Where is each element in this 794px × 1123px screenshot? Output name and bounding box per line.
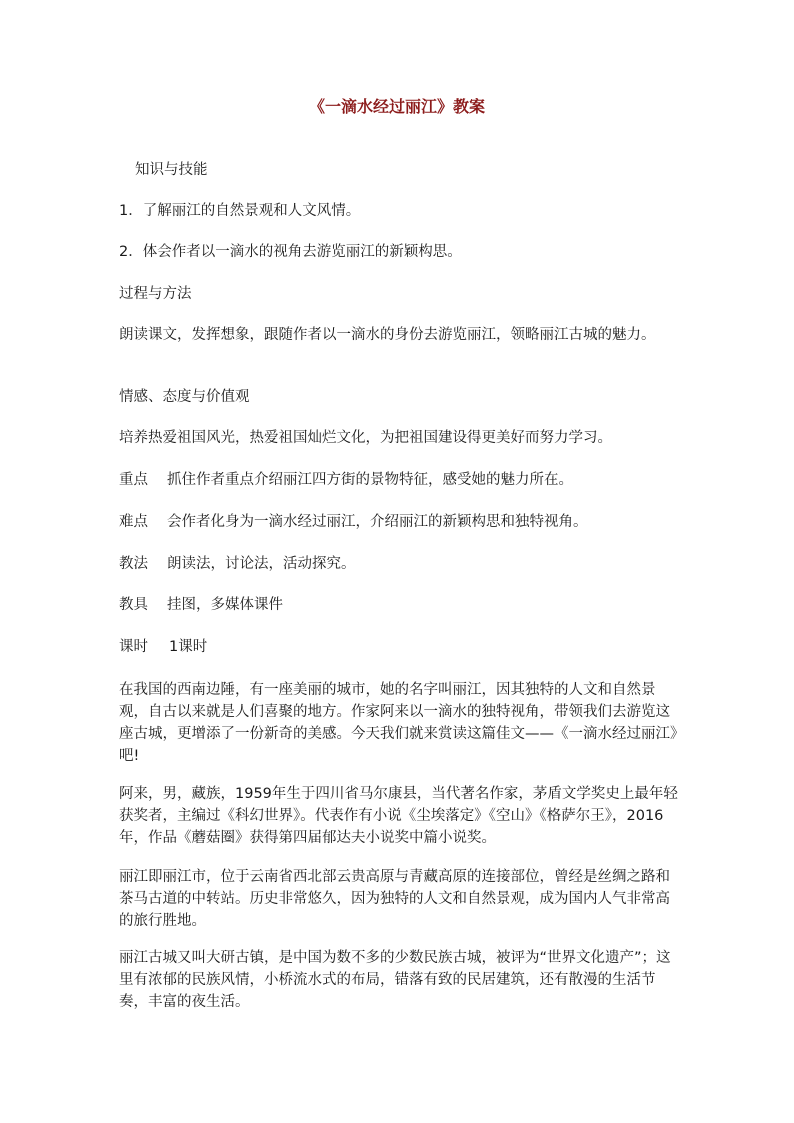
- lijiang-city-paragraph: 丽江即丽江市，位于云南省西北部云贵高原与青藏高原的连接部位，曾经是丝绸之路和茶马古道的中转站。历史非常悠久，因为独特的人文和自然景观，成为国内人气非常高的旅行胜地。: [119, 869, 670, 929]
- difficulty-label: 难点: [119, 514, 148, 530]
- teaching-tools-row: [119, 594, 679, 616]
- difficulty-text: 会作者化身为一滴水经过丽江，介绍丽江的新颖构思和独特视角。: [167, 514, 588, 530]
- author-paragraph: 阿来，男，藏族，1959年生于四川省马尔康县，当代著名作家，茅盾文学奖史上最年轻获奖者，主编过《科幻世界》。代表作有小说《尘埃落定》《空山》《格萨尔王》，2016年，作品《蘑菇圈》获得第四届郁达夫小说奖中篇小说奖。: [119, 786, 678, 846]
- difficulty-row: [119, 511, 679, 533]
- key-point-row: [119, 469, 679, 491]
- teaching-method-text: 朗读法，讨论法，活动探究。: [167, 556, 356, 572]
- teaching-tools-text: 挂图，多媒体课件: [167, 597, 283, 613]
- intro-paragraph: 在我国的西南边陲，有一座美丽的城市，她的名字叫丽江，因其独特的人文和自然景观，自古以来就是人们喜聚的地方。作家阿来以一滴水的独特视角，带领我们去游览这座古城，更增添了一份新奇的美感。今天我们就来赏读这篇佳文——《一滴水经过丽江》吧!: [119, 682, 678, 764]
- document-title: 《一滴水经过丽江》教案: [308, 97, 485, 116]
- section-heading-process: 过程与方法: [119, 286, 192, 302]
- class-period-text: 1课时: [169, 639, 208, 655]
- teaching-method-row: [119, 553, 679, 575]
- teaching-tools-label: 教具: [119, 597, 148, 613]
- ancient-town-paragraph: 丽江古城又叫大研古镇，是中国为数不多的少数民族古城，被评为“世界文化遗产”；这里有浓郁的民族风情，小桥流水式的布局，错落有致的民居建筑，还有散漫的生活节奏，丰富的夜生活。: [119, 950, 671, 1010]
- class-period-row: [119, 636, 679, 658]
- key-point-label: 重点: [119, 472, 148, 488]
- teaching-method-label: 教法: [119, 556, 148, 572]
- objective-item-2: 2．体会作者以一滴水的视角去游览丽江的新颖构思。: [119, 244, 462, 260]
- class-period-label: 课时: [119, 639, 148, 655]
- section-heading-knowledge: 知识与技能: [135, 162, 208, 178]
- objective-item-1: 1．了解丽江的自然景观和人文风情。: [119, 203, 361, 219]
- process-paragraph: 朗读课文，发挥想象，跟随作者以一滴水的身份去游览丽江，领略丽江古城的魅力。: [119, 327, 656, 343]
- emotion-paragraph: 培养热爱祖国风光，热爱祖国灿烂文化，为把祖国建设得更美好而努力学习。: [119, 430, 612, 446]
- key-point-text: 抓住作者重点介绍丽江四方街的景物特征，感受她的魅力所在。: [167, 472, 573, 488]
- section-heading-emotion: 情感、态度与价值观: [119, 389, 250, 405]
